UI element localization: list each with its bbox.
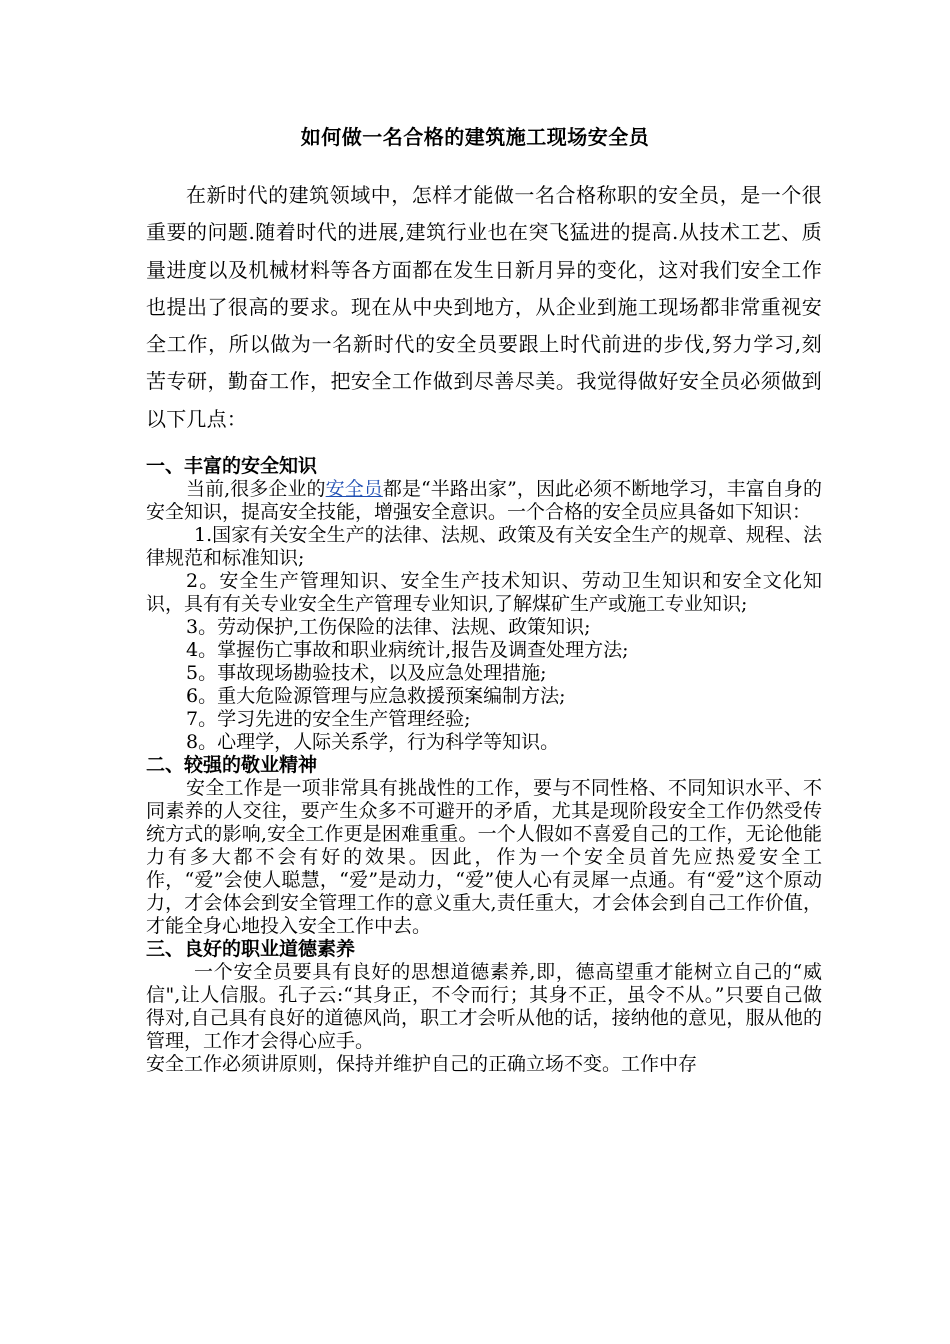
ethics-paragraph-continued: 安全工作必须讲原则，保持并维护自己的正确立场不变。工作中存 [146, 1053, 698, 1075]
safety-officer-link[interactable]: 安全员 [325, 478, 383, 500]
text-before-link: 当前,很多企业的 [186, 478, 326, 500]
section-heading-ethics: 三、良好的职业道德素养 [146, 938, 356, 960]
intro-section [146, 177, 822, 438]
knowledge-item: 4。掌握伤亡事故和职业病统计,报告及调查处理方法; [186, 639, 629, 661]
knowledge-item: 8。心理学，人际关系学，行为科学等知识。 [186, 731, 560, 753]
knowledge-item: 6。重大危险源管理与应急救援预案编制方法; [186, 685, 566, 707]
section-heading-dedication: 二、较强的敬业精神 [146, 754, 318, 776]
knowledge-intro-paragraph [146, 478, 822, 524]
knowledge-item: 2。安全生产管理知识、安全生产技术知识、劳动卫生知识和安全文化知识，具有有关专业安全生产管理专业知识,了解煤矿生产或施工专业知识; [146, 570, 822, 615]
text-after-link: 都是“半路出家”，因此必须不断地学习，丰富自身的安全知识，提高安全技能，增强安全意识。一个合格的安全员应具备如下知识： [146, 478, 822, 523]
intro-paragraph: 在新时代的建筑领域中，怎样才能做一名合格称职的安全员，是一个很重要的问题.随着时代的进展,建筑行业也在突飞猛进的提高.从技术工艺、质量进度以及机械材料等各方面都在发生日新月异的变化，这对我们安全工作也提出了很高的要求。现在从中央到地方，从企业到施工现场都非常重视安全工作，所以做为一名新时代的安全员要跟上时代前进的步伐,努力学习,刻苦专研，勤奋工作，把安全工作做到尽善尽美。我觉得做好安全员必须做到以下几点： [146, 183, 822, 431]
section-heading-knowledge: 一、丰富的安全知识 [146, 455, 318, 477]
ethics-paragraph: 一个安全员要具有良好的思想道德素养,即，德高望重才能树立自己的“威信",让人信服。孔子云:“其身正，不令而行；其身不正，虽令不从。”只要自己做得对,自己具有良好的道德风尚，职工才会听从他的话，接纳他的意见，服从他的管理，工作才会得心应手。 [146, 961, 822, 1052]
knowledge-item: 1.国家有关安全生产的法律、法规、政策及有关安全生产的规章、规程、法律规范和标准知识; [146, 524, 822, 569]
document-body [146, 455, 822, 1076]
knowledge-item: 7。学习先进的安全生产管理经验; [186, 708, 471, 730]
knowledge-item: 3。劳动保护,工伤保险的法律、法规、政策知识; [186, 616, 591, 638]
knowledge-item: 5。事故现场勘验技术，以及应急处理措施; [186, 662, 547, 684]
document-title: 如何做一名合格的建筑施工现场安全员 [300, 125, 650, 149]
dedication-paragraph: 安全工作是一项非常具有挑战性的工作，要与不同性格、不同知识水平、不同素养的人交往，要产生众多不可避开的矛盾，尤其是现阶段安全工作仍然受传统方式的影响,安全工作更是困难重重。一个人假如不喜爱自己的工作，无论他能力有多大都不会有好的效果。因此，作为一个安全员首先应热爱安全工作，“爱”会使人聪慧，“爱”是动力，“爱”使人心有灵犀一点通。有“爱”这个原动力，才会体会到安全管理工作的意义重大,责任重大，才会体会到自己工作价值，才能全身心地投入安全工作中去。 [146, 777, 822, 937]
